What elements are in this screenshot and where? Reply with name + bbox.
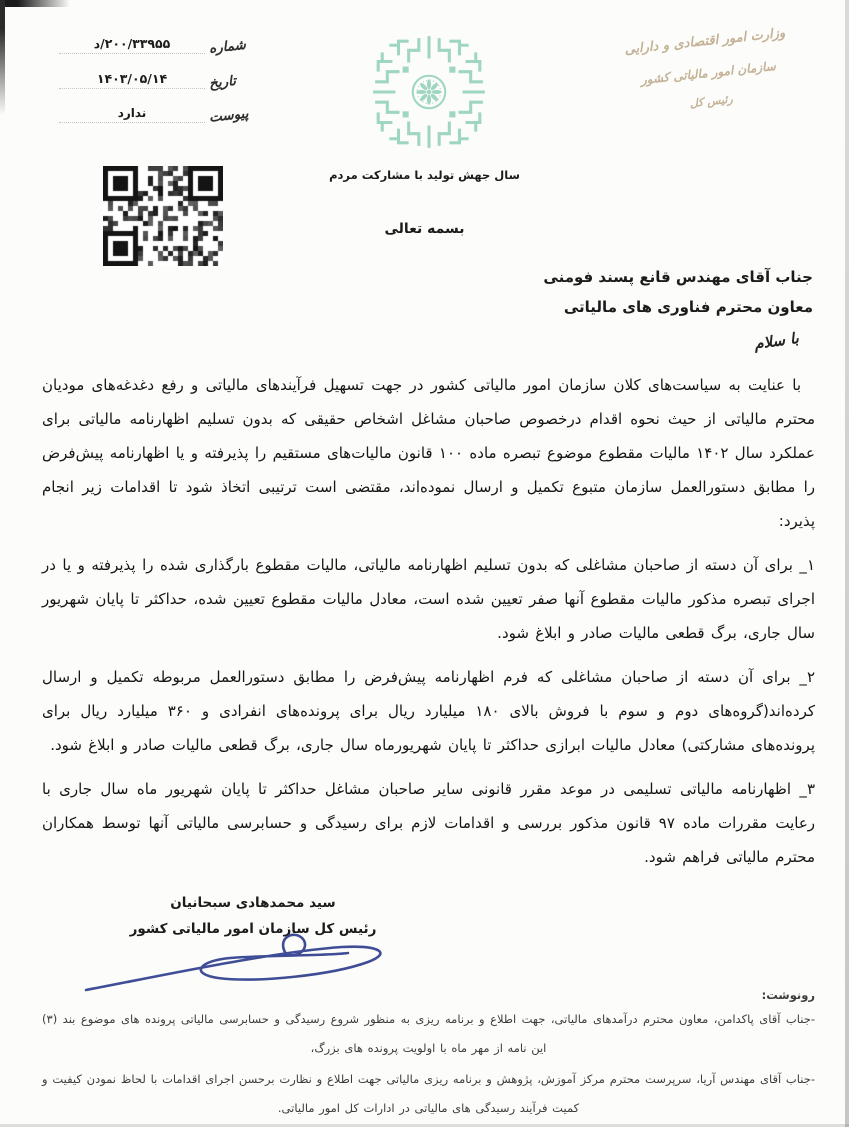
scan-artifact-left-edge bbox=[0, 0, 5, 115]
letter-number-row bbox=[56, 36, 261, 57]
letter-number-label: شماره bbox=[208, 36, 247, 57]
body-item-2: ۲_ برای آن دسته از صاحبان مشاغلی که فرم اظهارنامه پیش‌فرض را مطابق دستورالعمل مربوطه تکمیل و ارسال کرده‌اند(گروه‌های دوم و سوم با فروش بالای ۱۸۰ میلیارد ریال برای پرونده‌های انفرادی و ۳۶۰ میلیارد ریال برای پرونده‌های مشارکتی) معادل مالیات ابرازی حداکثر تا پایان شهریورماه سال جاری، برگ قطعی مالیات صادر و ابلاغ شود. bbox=[42, 668, 815, 754]
footer-cc-block bbox=[42, 988, 815, 1125]
letter-attachment-label: پیوست bbox=[208, 105, 250, 126]
recipient-title: معاون محترم فناوری های مالیاتی bbox=[563, 298, 813, 316]
handwritten-salutation: با سلام bbox=[753, 328, 801, 354]
year-slogan: سال جهش تولید با مشارکت مردم bbox=[329, 168, 520, 182]
letter-body bbox=[42, 368, 815, 874]
letter-date-label: تاریخ bbox=[208, 72, 237, 92]
office-name: رئیس کل bbox=[689, 92, 734, 111]
body-item-3: ۳_ اظهارنامه مالیاتی تسلیمی در موعد مقرر قانونی سایر صاحبان مشاغل حداکثر تا پایان شهریور ماه سال جاری با رعایت مقررات ماده ۹۷ قانون مذکور بررسی و اقدامات لازم برای رسیدگی و حسابرسی مالیاتی آنها توسط همکاران محترم مالیاتی فراهم شود. bbox=[42, 780, 816, 866]
cc-note-1: -جناب آقای پاکدامن، معاون محترم درآمدهای مالیاتی، جهت اطلاع و برنامه ریزی به منظور شروع رسیدگی و حسابرسی مالیاتی پرونده های موضوع بند (۳) این نامه از مهر ماه با اولویت پرونده های بزرگ، bbox=[42, 1012, 815, 1055]
cc-note-2: -جناب آقای مهندس آریا، سرپرست محترم مرکز آموزش، پژوهش و برنامه ریزی مالیاتی جهت اطلاع و نظارت برحسن اجرای اقدامات با لحاظ نمودن کیفیت و کمیت فرآیند رسیدگی های مالیاتی در ادارات کل امور مالیاتی. bbox=[42, 1072, 815, 1115]
signer-title: رئیس کل سازمان امور مالیاتی کشور bbox=[129, 921, 377, 937]
besmellah-text: بسمه تعالی bbox=[384, 221, 465, 237]
recipient-name: جناب آقای مهندس قانع پسند فومنی bbox=[543, 268, 813, 286]
tax-administration-emblem-icon bbox=[360, 30, 498, 154]
organization-name: سازمان امور مالیاتی کشور bbox=[640, 58, 777, 88]
body-intro-paragraph: با عنایت به سیاست‌های کلان سازمان امور مالیاتی کشور در جهت تسهیل فرآیندهای مالیاتی و رفع دغدغه‌های مودیان محترم مالیاتی از حیث نحوه اقدام درخصوص صاحبان مشاغل اشخاص حقیقی که بدون تسلیم اظهارنامه مالیاتی برای عملکرد سال ۱۴۰۲ مالیات مقطوع موضوع تبصره ماده ۱۰۰ قانون مالیات‌های مستقیم را پذیرفته و یا اظهارنامه پیش‌فرض را مطابق دستورالعمل سازمان متبوع تکمیل و ارسال نموده‌اند، مقتضی است ترتیبی اتخاذ شود تا اقدامات زیر انجام پذیرد: bbox=[42, 376, 815, 530]
letter-number-value: ۲۰۰/۳۳۹۵۵/د bbox=[59, 36, 205, 54]
signature-block bbox=[98, 890, 408, 942]
letter-meta-block bbox=[56, 36, 261, 140]
signer-name: سید محمدهادی سبحانیان bbox=[170, 895, 336, 911]
cc-label: رونوشت: bbox=[761, 988, 815, 1002]
letter-date-row bbox=[56, 71, 261, 92]
letter-attachment-value: ندارد bbox=[59, 106, 205, 123]
letter-date-value: ۱۴۰۳/۰۵/۱۴ bbox=[59, 71, 205, 89]
scan-artifact-top-left bbox=[0, 0, 70, 7]
letter-attachment-row bbox=[56, 105, 261, 126]
ministry-name: وزارت امور اقتصادی و دارایی bbox=[623, 25, 786, 58]
body-item-1: ۱_ برای آن دسته از صاحبان مشاغلی که بدون تسلیم اظهارنامه مالیاتی، مالیات مقطوع بارگذاری شده را پذیرفته و یا در اجرای تبصره مذکور مالیات مقطوع آنها صفر تعیین شده است، معادل مالیات مقطوع تعیین شده، حداکثر تا پایان شهریور سال جاری، برگ قطعی مالیات صادر و ابلاغ شود. bbox=[42, 556, 815, 642]
recipient-block bbox=[543, 262, 813, 356]
letterhead-calligraphy bbox=[590, 22, 826, 120]
